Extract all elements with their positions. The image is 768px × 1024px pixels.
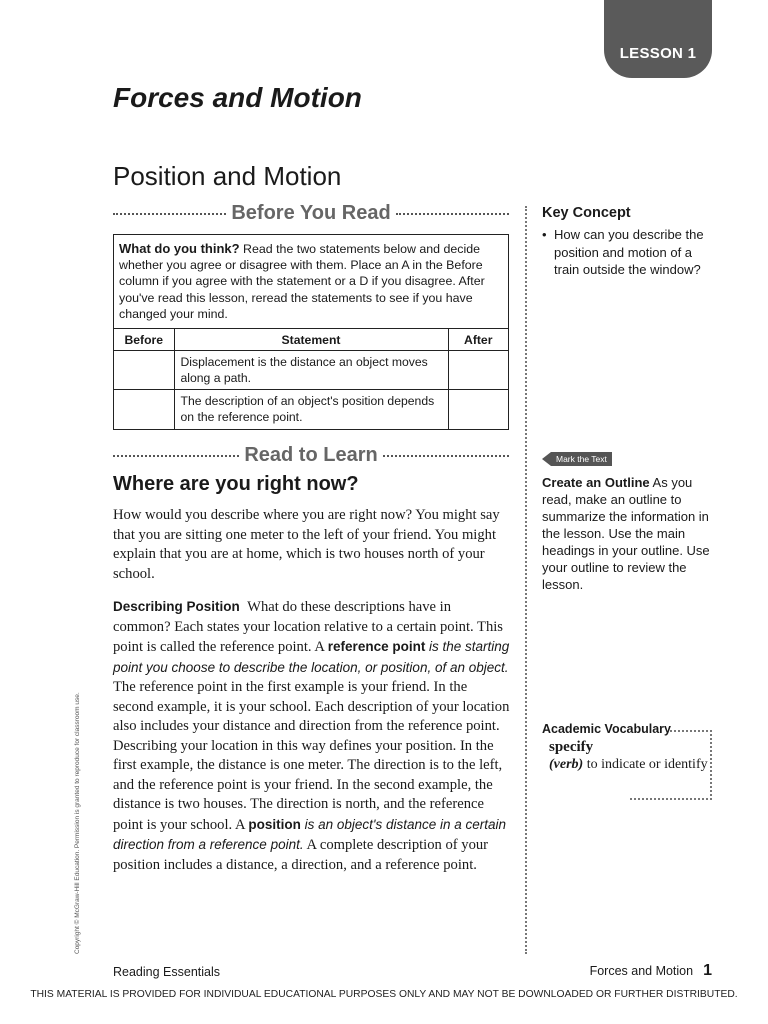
column-header-before: Before [114,329,174,351]
definition-position: is an object's distance in a certain direction from a reference point. [113,816,507,852]
tag-arrow-icon [542,452,551,466]
after-cell[interactable] [448,351,508,390]
page-title: Forces and Motion [113,82,362,113]
term-position: position [248,816,301,832]
vocab-border-top [670,730,712,732]
distribution-disclaimer: THIS MATERIAL IS PROVIDED FOR INDIVIDUAL EDUCATIONAL PURPOSES ONLY AND MAY NOT BE DOWNLOADED OR FURTHER DISTRIBUTED. [30,989,738,1000]
vocab-border-bottom [630,798,712,800]
paragraph-describing-position [113,597,511,875]
paragraph-text: A complete description of your position includes a distance, a direction, and a reference point. [113,837,489,873]
column-divider [525,206,527,954]
banner-dots-right [383,455,509,457]
paragraph-lead: Describing Position [113,599,240,614]
what-do-you-think-box [113,234,509,430]
outline-lead: Create an Outline [542,475,650,490]
create-outline-tip [542,474,712,593]
banner-dots-right [396,213,509,215]
banner-label: Read to Learn [244,444,378,466]
definition-reference-point: is the starting point you choose to describe the location, or position, of an object. [113,639,510,675]
vocab-title: Academic Vocabulary [542,722,671,736]
vocab-definition-text: to indicate or identify [586,757,708,772]
banner-label: Before You Read [231,202,391,224]
before-you-read-banner [113,202,509,225]
footer-book-title: Reading Essentials [113,965,221,979]
section-title: Position and Motion [113,161,342,191]
key-concept-list [542,226,712,279]
statements-table [114,328,508,429]
read-to-learn-banner [113,444,509,467]
term-reference-point: reference point [327,639,426,654]
vocab-definition [542,756,712,773]
banner-dots-left [113,455,239,457]
before-cell[interactable] [114,390,174,429]
column-header-after: After [448,329,508,351]
footer-chapter [590,962,712,980]
think-lead: What do you think? [119,241,240,256]
table-row [114,351,508,390]
before-cell[interactable] [114,351,174,390]
outline-text: As you read, make an outline to summarize the information in the lesson. Use the main headings in your outline. Use your outline to review the lesson. [542,475,710,592]
paragraph-text: What do these descriptions have in common? Each states your location relative to a certain point. This point is called the reference point. A [113,599,503,655]
statement-cell: The description of an object's position depends on the reference point. [174,390,448,429]
statement-cell: Displacement is the distance an object moves along a path. [174,351,448,390]
table-row [114,390,508,429]
column-header-statement: Statement [174,329,448,351]
paragraph-intro: How would you describe where you are right now? You might say that you are sitting one meter to the left of your friend. You might explain that you are at home, which is two houses north of your school. [113,507,500,582]
vocab-part-of-speech: (verb) [549,757,584,772]
key-concept-question: • How can you describe the position and motion of a train outside the window? [542,226,712,279]
page-number: 1 [703,962,712,979]
vocab-word: specify [549,739,594,755]
copyright-notice: Copyright © McGraw-Hill Education. Permission is granted to reproduce for classroom use. [74,692,81,954]
table-header-row [114,329,508,351]
after-cell[interactable] [448,390,508,429]
section-heading: Where are you right now? [113,473,359,495]
vocab-border-right [710,730,712,800]
footer-chapter-title: Forces and Motion [589,964,694,978]
think-text: Read the two statements below and decide whether you agree or disagree with them. Place an A in the Before column if you agree with the statement or a D if you disagree. After you've read this lesson, reread the statements to see if you have changed your mind. [119,242,485,321]
paragraph-text: The reference point in the first example is your friend. In the second example, it is your school. Each description of your location also includes your distance and direction from the reference point. Describing your location in this way defines your position. In the first example, the distance is one meter. The direction is to the left, and the reference point is your friend. In the second example, the distance is two houses. The direction is north, and the reference point is your school. A [113,679,510,833]
key-concept-title: Key Concept [542,205,631,221]
think-intro [114,235,508,328]
banner-dots-left [113,213,226,215]
academic-vocabulary-box [542,722,712,800]
key-concept-box [542,205,712,279]
mark-text-label: Mark the Text [551,452,612,466]
mark-the-text-tag [542,452,612,466]
lesson-tab: LESSON 1 [604,0,712,78]
